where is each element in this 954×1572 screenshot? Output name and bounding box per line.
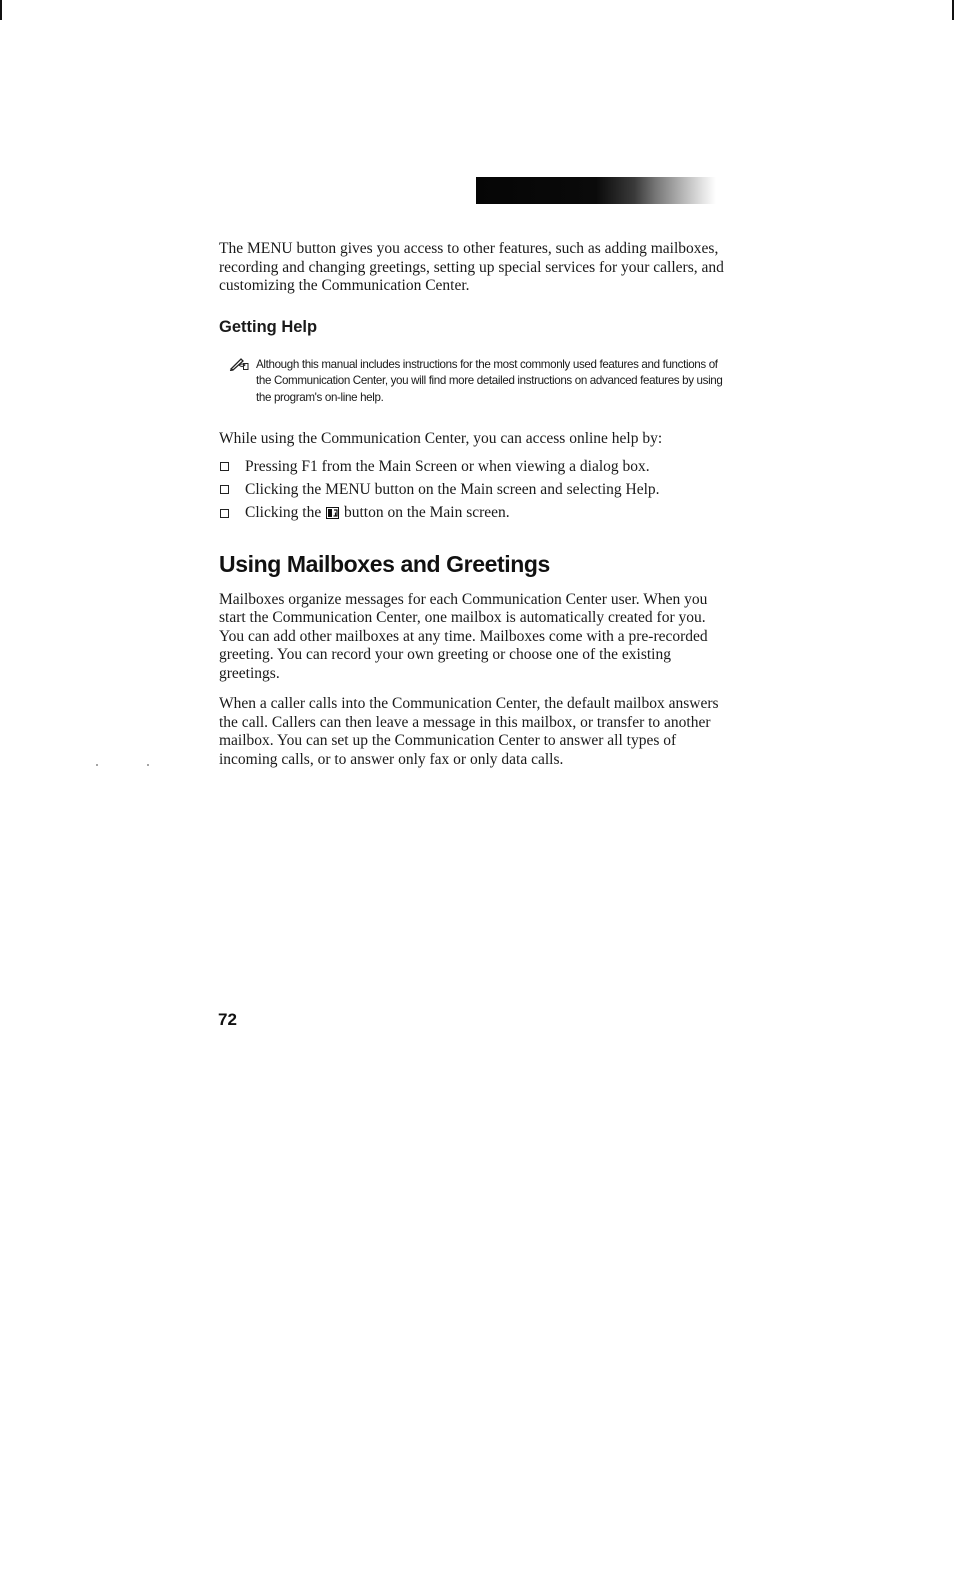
scan-speck xyxy=(96,764,98,766)
note-block xyxy=(229,357,724,407)
checkbox-bullet-icon xyxy=(220,462,229,471)
list-item-text: Clicking the button on the Main screen. xyxy=(245,501,510,526)
page-content xyxy=(219,240,724,781)
help-lead-paragraph: While using the Communication Center, you can access online help by: xyxy=(219,430,663,448)
mailboxes-heading: Using Mailboxes and Greetings xyxy=(219,550,550,577)
note-text: Although this manual includes instructions for the most commonly used features and functions of the Communication Center, you will find more detailed instructions on advanced features by using the program's on-line help. xyxy=(256,357,723,404)
list-item-text: Clicking the MENU button on the Main screen and selecting Help. xyxy=(245,480,660,498)
intro-paragraph: The MENU button gives you access to other features, such as adding mailboxes, recording and changing greetings, setting up special services for your callers, and customizing the Communication Center. xyxy=(219,240,724,294)
help-button-icon xyxy=(326,503,339,526)
getting-help-heading: Getting Help xyxy=(219,317,318,336)
page-number: 72 xyxy=(218,1010,237,1029)
checkbox-bullet-icon xyxy=(220,509,229,518)
checkbox-bullet-icon xyxy=(220,485,229,494)
chapter-header-bar xyxy=(476,177,716,204)
list-item xyxy=(219,455,724,478)
list-item xyxy=(219,501,724,526)
scan-edge-mark-left xyxy=(0,0,2,20)
list-item xyxy=(219,478,724,501)
note-pencil-icon xyxy=(229,357,256,376)
scan-speck xyxy=(147,764,149,766)
list-item-text: Pressing F1 from the Main Screen or when viewing a dialog box. xyxy=(245,457,650,475)
mailboxes-paragraph-2: When a caller calls into the Communication Center, the default mailbox answers the call. Callers can then leave a message in this mailbox, or transfer to another mailbox. You can set up the Communication Center to answer all types of incoming calls, or to answer only fax or only data calls. xyxy=(219,695,719,768)
help-methods-list xyxy=(219,455,724,526)
mailboxes-paragraph-1: Mailboxes organize messages for each Communication Center user. When you start the Communication Center, one mailbox is automatically created for you. You can add other mailboxes at any time. Mailboxes come with a pre-recorded greeting. You can record your own greeting or choose one of the existing greetings. xyxy=(219,590,708,682)
